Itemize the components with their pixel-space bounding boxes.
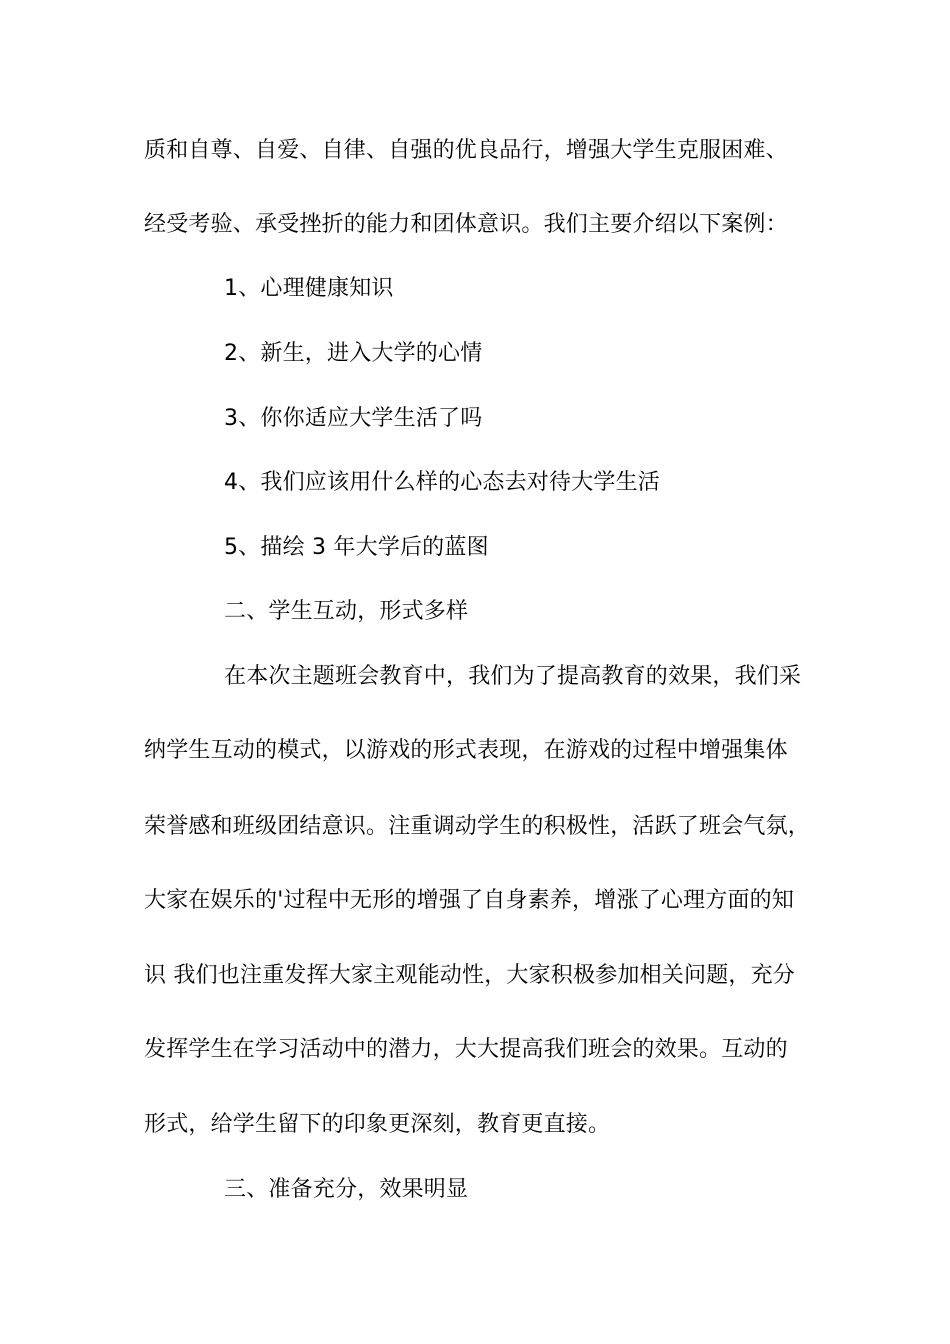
section2-line-4: 大家在娱乐的'过程中无形的增强了自身素养，增涨了心理方面的知 [144, 888, 795, 913]
section2-line-1: 在本次主题班会教育中，我们为了提高教育的效果，我们采 [224, 664, 802, 689]
section2-line-7: 形式，给学生留下的印象更深刻，教育更直接。 [144, 1112, 611, 1137]
section2-line-2: 纳学生互动的模式，以游戏的形式表现，在游戏的过程中增强集体 [144, 738, 788, 763]
case-item-3: 3、你你适应大学生活了吗 [224, 406, 483, 431]
case-item-2: 2、新生，进入大学的心情 [224, 341, 483, 366]
intro-line-1: 质和自尊、自爱、自律、自强的优良品行，增强大学生克服困难、 [144, 138, 788, 163]
case-item-1: 1、心理健康知识 [224, 276, 394, 301]
section2-line-3: 荣誉感和班级团结意识。注重调动学生的积极性，活跃了班会气氛， [144, 814, 811, 839]
section2-line-6: 发挥学生在学习活动中的潜力，大大提高我们班会的效果。互动的 [144, 1037, 788, 1062]
section3-heading: 三、准备充分，效果明显 [224, 1177, 469, 1202]
intro-line-2: 经受考验、承受挫折的能力和团体意识。我们主要介绍以下案例： [144, 212, 788, 237]
case-item-5: 5、描绘 3 年大学后的蓝图 [224, 535, 489, 560]
section2-line-5: 识 我们也注重发挥大家主观能动性，大家积极参加相关问题，充分 [144, 963, 795, 988]
case-item-4: 4、我们应该用什么样的心态去对待大学生活 [224, 470, 660, 495]
section2-heading: 二、学生互动，形式多样 [224, 599, 469, 624]
